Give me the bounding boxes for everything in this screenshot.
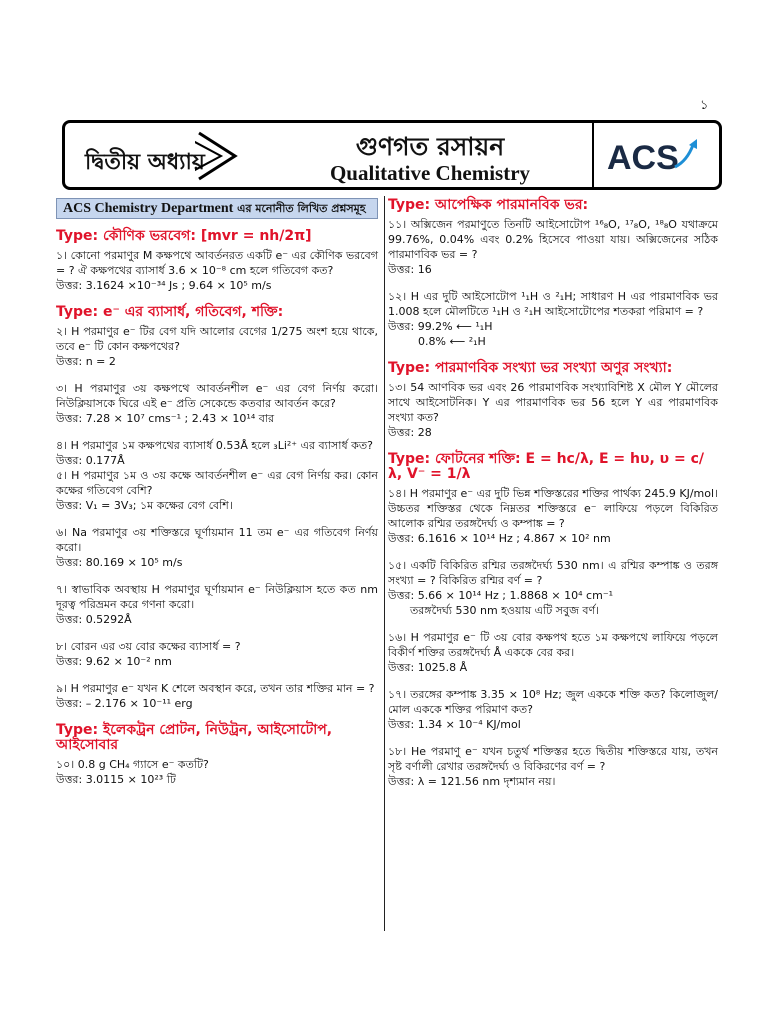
chapter-header bbox=[62, 120, 722, 190]
question-15: ১৫। একটি বিকিরিত রশ্মির তরঙ্গদৈর্ঘ্য 530 nm। এ রশ্মির কম্পাঙ্ক ও তরঙ্গ সংখ্যা = ? বিকিরিত রশ্মির বর্ণ = ? bbox=[388, 559, 718, 587]
question-13: ১৩। 54 আণবিক ভর এবং 26 পারমাণবিক সংখ্যাবিশিষ্ট X মৌল Y মৌলের সাথে আইসোটনিক। Y এর পারমাণবিক ভর 56 হলে Y এর পারমাণবিক সংখ্যা কত? bbox=[388, 381, 718, 424]
answer-5: উত্তর: V₁ = 3V₃; ১ম কক্ষের বেগ বেশি। bbox=[56, 499, 233, 512]
right-column bbox=[388, 198, 718, 801]
answer-9: উত্তর: – 2.176 × 10⁻¹¹ erg bbox=[56, 697, 193, 710]
question-11: ১১। অক্সিজেন পরমাণুতে তিনটি আইসোটোপ ¹⁶₈O, ¹⁷₈O, ¹⁸₈O যথাক্রমে 99.76%, 0.04% এবং 0.2% হিসেবে পাওয়া যায়। অক্সিজেনের সঠিক পারমাণবিক ভর = ? bbox=[388, 218, 718, 261]
answer-17: উত্তর: 1.34 × 10⁻⁴ KJ/mol bbox=[388, 718, 521, 731]
answer-8: উত্তর: 9.62 × 10⁻² nm bbox=[56, 655, 172, 668]
question-17: ১৭। তরঙ্গের কম্পাঙ্ক 3.35 × 10⁸ Hz; জুল এককে শক্তি কত? কিলোজুল/মোল এককে শক্তির পরিমাণ কত? bbox=[388, 688, 718, 716]
answer-15b: তরঙ্গদৈর্ঘ্য 530 nm হওয়ায় এটি সবুজ বর্ণ। bbox=[410, 604, 600, 617]
answer-3: উত্তর: 7.28 × 10⁷ cms⁻¹ ; 2.43 × 10¹⁴ বার bbox=[56, 412, 275, 425]
answer-12: উত্তর: 99.2% ⟵ ¹₁H bbox=[388, 320, 493, 333]
question-14: ১৪। H পরমাণুর e⁻ এর দুটি ভিন্ন শক্তিস্তরের শক্তির পার্থক্য 245.9 KJ/mol। উচ্চতর শক্তিস্তর থেকে নিম্নতর শক্তিস্তরে e⁻ লাফিয়ে পড়লে বিকিরিত আলোক রশ্মির তরঙ্গদৈর্ঘ্য ও কম্পাঙ্ক = ? bbox=[388, 487, 718, 530]
department-suffix: এর মনোনীত লিখিত প্রশ্নসমূহ bbox=[233, 202, 366, 215]
question-18: ১৮। He পরমাণু e⁻ যখন চতুর্থ শক্তিস্তর হতে দ্বিতীয় শক্তিস্তরে যায়, তখন সৃষ্ট বর্ণালী রেখার তরঙ্গদৈর্ঘ্য ও বিকিরণের বর্ণ = ? bbox=[388, 745, 718, 773]
page-number: ১ bbox=[700, 98, 709, 113]
type-heading-angular-momentum: Type: কৌণিক ভরবেগ: [mvr = nh/2π] bbox=[56, 228, 312, 244]
type-heading-radius-velocity: Type: e⁻ এর ব্যাসার্ধ, গতিবেগ, শক্তি: bbox=[56, 304, 284, 320]
answer-14: উত্তর: 6.1616 × 10¹⁴ Hz ; 4.867 × 10² nm bbox=[388, 532, 611, 545]
type-heading-relative-mass: Type: আপেক্ষিক পারমানবিক ভর: bbox=[388, 197, 589, 213]
title-bengali: গুণগত রসায়ন bbox=[355, 132, 505, 161]
answer-18: উত্তর: λ = 121.56 nm দৃশ্যমান নয়। bbox=[388, 775, 556, 788]
question-1: ১। কোনো পরমাণুর M কক্ষপথে আবর্তনরত একটি e⁻ এর কৌণিক ভরবেগ = ? ঐ কক্ষপথের ব্যাসার্ধ 3.6 × 10⁻⁸ cm হলে গতিবেগ কত? bbox=[56, 249, 378, 277]
type-heading-photon-energy: Type: ফোটনের শক্তি: E = hc/λ, E = hυ, υ = c/λ, V⁻ = 1/λ bbox=[388, 451, 704, 482]
department-name: ACS Chemistry Department bbox=[63, 201, 234, 216]
acs-logo bbox=[605, 133, 705, 177]
answer-12b: 0.8% ⟵ ²₁H bbox=[418, 335, 486, 348]
question-16: ১৬। H পরমাণুর e⁻ টি ৩য় বোর কক্ষপথ হতে ১ম কক্ষপথে লাফিয়ে পড়লে বিকীর্ণ শক্তির তরঙ্গদৈর্ঘ্য Å এককে বের কর। bbox=[388, 631, 718, 659]
answer-2: উত্তর: n = 2 bbox=[56, 355, 116, 368]
question-10: ১০। 0.8 g CH₄ গ্যাসে e⁻ কতটি? bbox=[56, 758, 209, 771]
question-2: ২। H পরমাণুর e⁻ টির বেগ যদি আলোর বেগের 1/275 অংশ হয়ে থাকে, তবে e⁻ টি কোন কক্ষপথের? bbox=[56, 325, 378, 353]
question-4: ৪। H পরমাণুর ১ম কক্ষপথের ব্যাসার্ধ 0.53Å হলে ₃Li²⁺ এর ব্যাসার্ধ কত? bbox=[56, 439, 373, 452]
question-9: ৯। H পরমাণুর e⁻ যখন K শেলে অবস্থান করে, তখন তার শক্তির মান = ? bbox=[56, 682, 375, 695]
answer-7: উত্তর: 0.5292Å bbox=[56, 613, 132, 626]
answer-4: উত্তর: 0.177Å bbox=[56, 454, 125, 467]
question-3: ৩। H পরমাণুর ৩য় কক্ষপথে আবর্তনশীল e⁻ এর বেগ নির্ণয় করো। নিউক্লিয়াসকে ঘিরে এই e⁻ প্রতি সেকেন্ডে কতবার আবর্তন করে? bbox=[56, 382, 378, 410]
question-12: ১২। H এর দুটি আইসোটোপ ¹₁H ও ²₁H; সাধারণ H এর পারমাণবিক ভর 1.008 হলে মৌলটিতে ¹₁H ও ²₁H আইসোটোপের শতকরা পরিমাণ = ? bbox=[388, 290, 718, 318]
answer-6: উত্তর: 80.169 × 10⁵ m/s bbox=[56, 556, 183, 569]
answer-15: উত্তর: 5.66 × 10¹⁴ Hz ; 1.8868 × 10⁴ cm⁻¹ bbox=[388, 589, 614, 602]
question-7: ৭। স্বাভাবিক অবস্থায় H পরমাণুর ঘূর্ণায়মান e⁻ নিউক্লিয়াস হতে কত nm দূরত্ব পরিভ্রমন করে গণনা করো। bbox=[56, 583, 378, 611]
answer-16: উত্তর: 1025.8 Å bbox=[388, 661, 468, 674]
title-english: Qualitative Chemistry bbox=[329, 161, 531, 185]
answer-1: উত্তর: 3.1624 ×10⁻³⁴ Js ; 9.64 × 10⁵ m/s bbox=[56, 279, 272, 292]
question-5: ৫। H পরমাণুর ১ম ও ৩য় কক্ষে আবর্তনশীল e⁻ এর বেগ নির্ণয় কর। কোন কক্ষের গতিবেগ বেশি? bbox=[56, 469, 378, 497]
question-6: ৬। Na পরমাণুর ৩য় শক্তিস্তরে ঘূর্ণায়মান 11 তম e⁻ এর গতিবেগ নির্ণয় করো। bbox=[56, 526, 378, 554]
answer-13: উত্তর: 28 bbox=[388, 426, 432, 439]
acs-logo-text: ACS bbox=[607, 139, 679, 177]
left-column bbox=[56, 198, 378, 799]
department-banner bbox=[56, 198, 378, 219]
question-8: ৮। বোরন এর ৩য় বোর কক্ষের ব্যাসার্ধ = ? bbox=[56, 640, 241, 653]
answer-11: উত্তর: 16 bbox=[388, 263, 432, 276]
logo-divider bbox=[592, 123, 594, 187]
type-heading-particles: Type: ইলেকট্রন প্রোটন, নিউট্রন, আইসোটোপ, আইসোবার bbox=[56, 722, 333, 753]
chevron-right-icon bbox=[195, 129, 241, 183]
column-divider bbox=[384, 196, 385, 931]
chapter-label: দ্বিতীয় অধ্যায় bbox=[85, 150, 205, 175]
answer-10: উত্তর: 3.0115 × 10²³ টি bbox=[56, 773, 176, 786]
type-heading-atomic-number: Type: পারমাণবিক সংখ্যা ভর সংখ্যা অণুর সংখ্যা: bbox=[388, 360, 673, 376]
